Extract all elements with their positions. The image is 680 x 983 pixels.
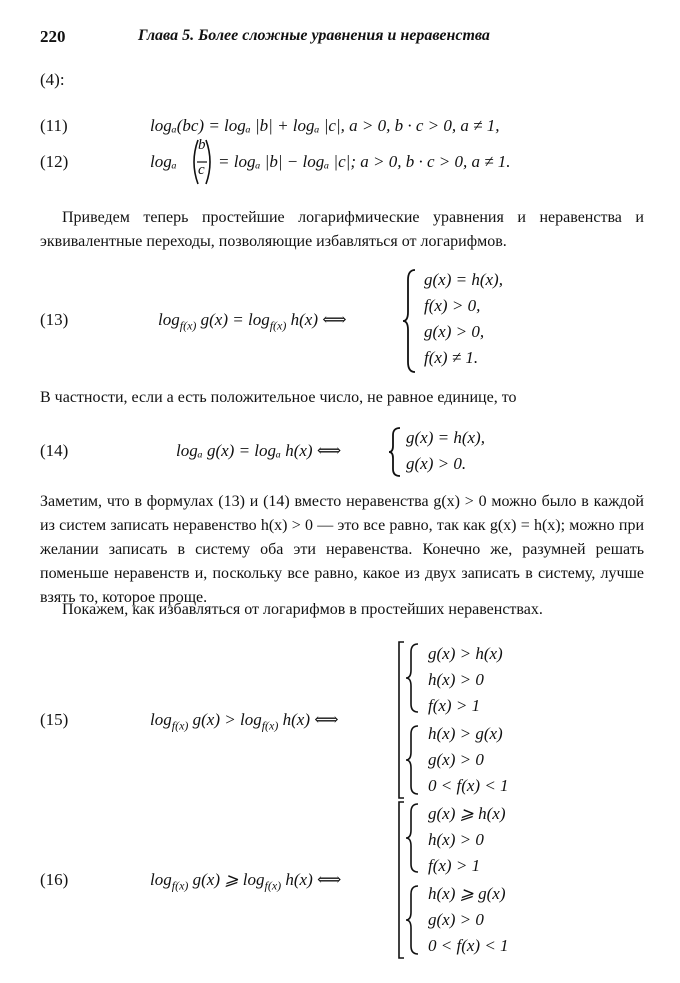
eq16-sys2-line-1: h(x) ⩾ g(x) (428, 884, 506, 903)
paragraph-1: Приведем теперь простейшие логарифмические уравнения и неравенства и эквивалентные переходы, позволяющие избавляться от логарифмов. (40, 209, 644, 250)
eq16-sys1-line-1: g(x) ⩾ h(x) (428, 804, 506, 823)
eq16-sys1-line-3: f(x) > 1 (428, 856, 481, 875)
eq16-bracket (396, 800, 428, 960)
eq15-label: (15) (40, 710, 69, 729)
paragraph-3: Заметим, что в формулах (13) и (14) вместо неравенства g(x) > 0 можно было в каждой из систем записать неравенство h(x) > 0 — это все равно, так как g(x) = h(x); можно при желании записать в систему оба эти неравенства. Конечно же, разумней решать поменьше неравенств и, поскольку все равно, какое из двух записать в систему, лучше взять то, которое проще. (40, 493, 644, 606)
chapter-title: Глава 5. Более сложные уравнения и неравенства (138, 27, 490, 44)
intro-reference: (4): (40, 70, 65, 89)
eq15-sys2-line-3: 0 < f(x) < 1 (428, 776, 509, 795)
eq13-label: (13) (40, 310, 69, 329)
eq14-lhs: logₐ g(x) = logₐ h(x) ⟺ (176, 441, 342, 460)
eq14-label: (14) (40, 441, 69, 460)
eq15-lhs: $\log_{f(x)} g(x) > \log_{f(x)} h(x)$ ⟺ (150, 710, 339, 733)
paragraph-4: Покажем, как избавляться от логарифмов в простейших неравенствах. (62, 601, 543, 618)
eq16-label: (16) (40, 870, 69, 889)
eq12-denominator: c (198, 162, 205, 178)
eq14-brace (388, 426, 402, 478)
eq13-line-2: f(x) > 0, (424, 296, 481, 315)
eq12-lhs: logₐ (150, 152, 177, 171)
page-number: 220 (40, 27, 66, 46)
eq16-sys2-line-3: 0 < f(x) < 1 (428, 936, 509, 955)
eq12-rhs: = logₐ |b| − logₐ |c|; a > 0, b · c > 0, a ≠ 1. (218, 152, 511, 171)
eq15-bracket (396, 640, 428, 800)
eq11-formula: logₐ(bc) = logₐ |b| + logₐ |c|, a > 0, b · c > 0, a ≠ 1, (150, 116, 500, 135)
eq13-line-1: g(x) = h(x), (424, 270, 503, 289)
eq15-sys2-line-2: g(x) > 0 (428, 750, 484, 769)
eq12-numerator: b (198, 137, 206, 153)
eq13-brace (402, 268, 418, 374)
paragraph-2: В частности, если a есть положительное число, не равное единице, то (40, 389, 517, 406)
eq15-sys2-line-1: h(x) > g(x) (428, 724, 503, 743)
eq16-sys1-line-2: h(x) > 0 (428, 830, 484, 849)
eq11-label: (11) (40, 116, 68, 135)
eq12-label: (12) (40, 152, 69, 171)
eq13-line-3: g(x) > 0, (424, 322, 485, 341)
eq13-lhs: $\log_{f(x)} g(x) = \log_{f(x)} h(x)$ ⟺ (158, 310, 347, 333)
eq14-line-2: g(x) > 0. (406, 454, 467, 473)
eq15-sys1-line-1: g(x) > h(x) (428, 644, 503, 663)
eq14-line-1: g(x) = h(x), (406, 428, 485, 447)
eq13-line-4: f(x) ≠ 1. (424, 348, 479, 367)
eq15-sys1-line-3: f(x) > 1 (428, 696, 481, 715)
eq16-lhs: $\log_{f(x)} g(x)$ ⩾ $\log_{f(x)} h(x)$ ⟺ (150, 870, 342, 893)
eq15-sys1-line-2: h(x) > 0 (428, 670, 484, 689)
eq16-sys2-line-2: g(x) > 0 (428, 910, 484, 929)
